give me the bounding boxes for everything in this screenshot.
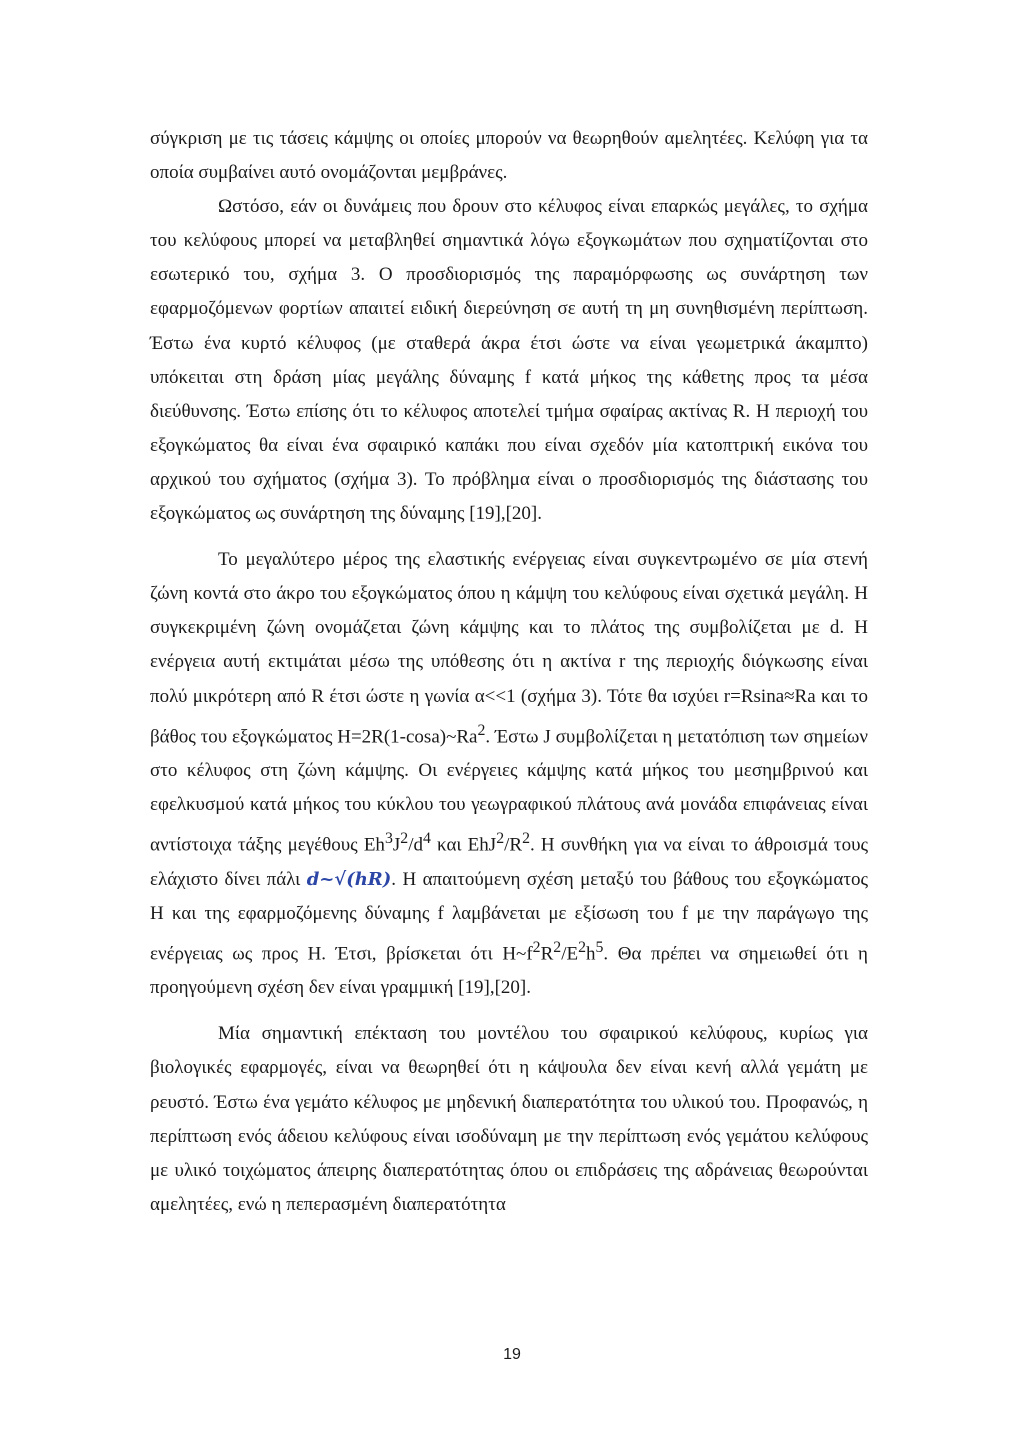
page-number: 19 [503,1346,521,1363]
text-run: Ωστόσο, εάν οι δυνάμεις που δρουν στο κέλυφος είναι επαρκώς μεγάλες, το σχήμα του κελύφους μπορεί να μεταβληθεί σημαντικά λόγω εξογκωμάτων που σχηματίζονται στο εσωτερικό του, σχήμα 3. Ο προσδιορισμός της παραμόρφωσης ως συνάρτηση των εφαρμοζόμενων φορτίων απαιτεί ειδική διερεύνηση σε αυτή τη μη συνηθισμένη περίπτωση. Έστω ένα κυρτό κέλυφος (με σταθερά άκρα έτσι ώστε να είναι γεωμετρικά άκαμπτο) υπόκειται στη δράση μίας μεγάλης δύναμης f κατά μήκος της κάθετης προς τα μέσα διεύθυνσης. Έστω επίσης ότι το κέλυφος αποτελεί τμήμα σφαίρας ακτίνας R. Η περιοχή του εξογκώματος θα είναι ένα σφαιρικό καπάκι που είναι σχεδόν μία κατοπτρική εικόνα του αρχικού του σχήματος (σχήμα 3). Το πρόβλημα είναι ο προσδιορισμός της διάστασης του εξογκώματος ως συνάρτηση της δύναμης [19],[20]. [150,196,868,525]
paragraph-3 [150,543,868,1005]
text-run: Μία σημαντική επέκταση του μοντέλου του σφαιρικού κελύφους, κυρίως για βιολογικές εφαρμογές, είναι να θεωρηθεί ότι η κάψουλα δεν είναι κενή αλλά γεμάτη με ρευστό. Έστω ένα γεμάτο κέλυφος με μηδενική διαπερατότητα του υλικού του. Προφανώς, η περίπτωση ενός άδειου κελύφους είναι ισοδύναμη με την περίπτωση ενός γεμάτου κελύφους με υλικό τοιχώματος άπειρης διαπερατότητας όπου οι επιδράσεις της αδράνειας θεωρούνται αμελητέες, ενώ η πεπερασμένη διαπερατότητα [150,1023,868,1215]
text-run: . Έστω J συμβολίζεται η μετατόπιση των σημείων στο κέλυφος στη ζώνη κάμψης. Οι ενέργειες κάμψης κατά μήκος του μεσημβρινού και εφελκυσμού κατά μήκος του κύκλου του γεωγραφικού πλάτους ανά μονάδα επιφάνειας είναι αντίστοιχα τάξης μεγέθους Eh [150,725,868,856]
paragraph-2 [150,190,868,531]
superscript: 2 [400,830,409,848]
text-run: /d [408,834,423,856]
text-run: . Η συνθήκη για να είναι το άθροισμά τους ελάχιστο δίνει πάλι [150,834,869,890]
text-run: Το μεγαλύτερο μέρος της ελαστικής ενέργειας είναι συγκεντρωμένο σε μία στενή ζώνη κοντά στο άκρο του εξογκώματος όπου η κάμψη του κελύφους είναι σχετικά μεγάλη. Η συγκεκριμένη ζώνη ονομάζεται ζώνη κάμψης και το πλάτος της συμβολίζεται με d. Η ενέργεια αυτή εκτιμάται μέσω της υπόθεσης ότι η ακτίνα r της περιοχής διόγκωσης είναι πολύ μικρότερη από R έτσι ώστε η γωνία α<<1 (σχήμα 3). Τότε θα ισχύει r=Rsina≈Ra και το βάθος του εξογκώματος H=2R(1-cosa)~Ra [150,549,868,747]
paragraph-1 [150,122,868,190]
superscript: 3 [384,830,393,848]
inline-formula: d~√(hR) [306,868,392,890]
superscript: 2 [532,938,541,956]
text-run: R [540,943,554,965]
text-run: /E [561,943,579,965]
text-run: . Θα πρέπει να σημειωθεί ότι η προηγούμενη σχέση δεν είναι γραμμική [19],[20]. [150,943,868,999]
text-run: . Η απαιτούμενη σχέση μεταξύ του βάθους του εξογκώματος H και της εφαρμοζόμενης δύναμης f λαμβάνεται με εξίσωση του f με την παράγωγο της ενέργειας ως προς H. Έτσι, βρίσκεται ότι H~f [150,868,868,965]
superscript: 2 [477,721,486,739]
text-run: και EhJ [430,834,497,856]
superscript: 2 [522,830,530,848]
body-text [150,122,868,1222]
text-run: J [392,834,401,856]
superscript: 2 [496,830,505,848]
superscript: 2 [578,938,586,956]
text-run: /R [504,834,523,856]
paragraph-4 [150,1017,868,1222]
superscript: 2 [553,938,562,956]
superscript: 5 [595,938,604,956]
superscript: 4 [422,830,431,848]
text-run: h [586,943,596,965]
text-run: σύγκριση με τις τάσεις κάμψης οι οποίες μπορούν να θεωρηθούν αμελητέες. Κελύφη για τα οποία συμβαίνει αυτό ονομάζονται μεμβράνες. [150,128,868,184]
